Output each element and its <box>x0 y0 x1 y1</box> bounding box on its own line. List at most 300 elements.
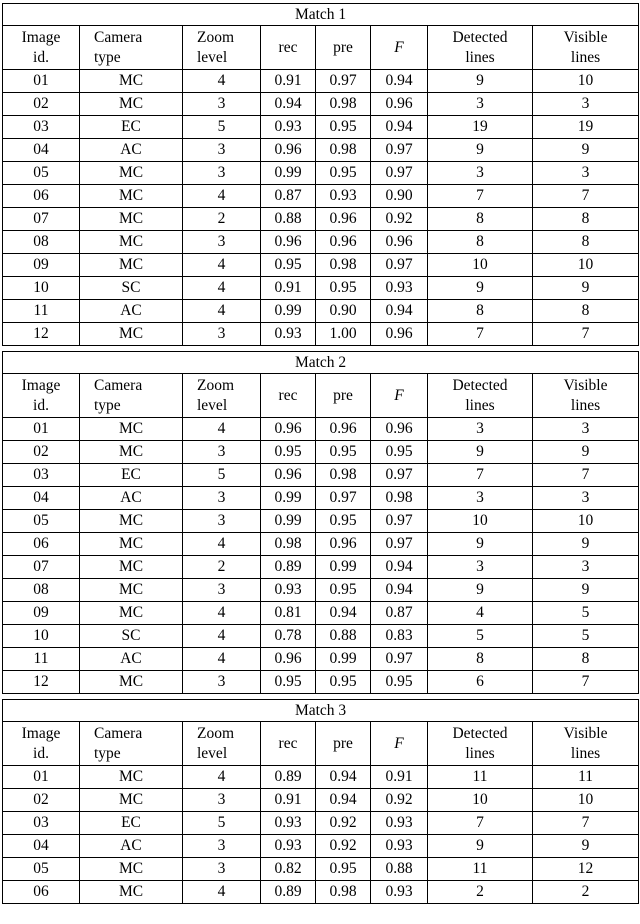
table-cell: 0.95 <box>316 510 371 533</box>
table-cell: 5 <box>533 625 639 648</box>
table-cell: MC <box>80 208 183 231</box>
table-cell: 3 <box>183 789 261 812</box>
table-cell: 8 <box>428 300 533 323</box>
table-cell: 0.90 <box>316 300 371 323</box>
table-cell: EC <box>80 464 183 487</box>
table-cell: 0.93 <box>371 835 428 858</box>
table-cell: MC <box>80 323 183 346</box>
column-header-line: Zoom <box>197 28 235 46</box>
table-cell: 0.96 <box>261 648 316 671</box>
table-cell: 10 <box>428 254 533 277</box>
table-row <box>3 162 639 185</box>
table-cell: 8 <box>428 648 533 671</box>
title-row <box>3 4 639 26</box>
column-header <box>183 26 261 70</box>
table-row <box>3 418 639 441</box>
table-row <box>3 231 639 254</box>
table-cell: 3 <box>183 487 261 510</box>
table-cell: 0.82 <box>261 858 316 881</box>
table-cell: 0.96 <box>316 208 371 231</box>
table-cell: 8 <box>428 231 533 254</box>
table-cell: 0.78 <box>261 625 316 648</box>
table-row <box>3 835 639 858</box>
table-cell: 0.88 <box>371 858 428 881</box>
column-header-line: Visible <box>563 376 608 394</box>
table-cell: 0.97 <box>371 464 428 487</box>
table-row <box>3 648 639 671</box>
table-cell: 12 <box>3 323 80 346</box>
table-cell: 11 <box>428 766 533 789</box>
table-cell: 0.87 <box>371 602 428 625</box>
table-cell: 3 <box>533 418 639 441</box>
table-cell: 5 <box>533 602 639 625</box>
table-cell: 10 <box>3 277 80 300</box>
table-cell: 0.88 <box>316 625 371 648</box>
table-cell: 0.96 <box>371 231 428 254</box>
column-header-line: Visible <box>563 724 608 742</box>
column-header-line: id. <box>33 744 49 762</box>
table-cell: 9 <box>428 441 533 464</box>
table-cell: 0.94 <box>371 116 428 139</box>
table-row <box>3 254 639 277</box>
table-cell: 10 <box>428 510 533 533</box>
column-header-line: type <box>94 48 121 66</box>
table-cell: 5 <box>183 812 261 835</box>
match-table-3 <box>2 699 639 904</box>
table-cell: 3 <box>183 231 261 254</box>
column-header-line: Camera <box>94 724 143 742</box>
column-header-line: level <box>197 744 228 762</box>
table-cell: 7 <box>533 464 639 487</box>
column-header <box>371 26 428 70</box>
table-cell: 9 <box>428 277 533 300</box>
column-header-line: Zoom <box>197 724 235 742</box>
table-cell: 9 <box>533 835 639 858</box>
column-header <box>533 374 639 418</box>
table-cell: 9 <box>428 533 533 556</box>
table-cell: 9 <box>533 139 639 162</box>
table-cell: 7 <box>428 464 533 487</box>
table-cell: 07 <box>3 208 80 231</box>
match-table-2 <box>2 351 639 694</box>
table-cell: 0.97 <box>371 510 428 533</box>
table-cell: 02 <box>3 93 80 116</box>
column-header-line: lines <box>570 48 601 66</box>
table-row <box>3 510 639 533</box>
table-cell: 10 <box>428 789 533 812</box>
column-header <box>80 374 183 418</box>
column-header-line: lines <box>570 744 601 762</box>
table-cell: 0.93 <box>371 812 428 835</box>
table-cell: 04 <box>3 487 80 510</box>
table-cell: 02 <box>3 789 80 812</box>
column-header-line: lines <box>570 396 601 414</box>
table-cell: 0.98 <box>316 881 371 904</box>
table-cell: 0.97 <box>316 487 371 510</box>
table-cell: 0.96 <box>316 533 371 556</box>
table-cell: 5 <box>183 464 261 487</box>
table-cell: 0.92 <box>371 208 428 231</box>
table-row <box>3 579 639 602</box>
table-cell: 0.89 <box>261 766 316 789</box>
table-cell: 4 <box>183 70 261 93</box>
table-cell: 0.88 <box>261 208 316 231</box>
column-header-line: F <box>394 734 404 752</box>
table-cell: MC <box>80 602 183 625</box>
table-row <box>3 487 639 510</box>
table-cell: 3 <box>533 487 639 510</box>
table-row <box>3 556 639 579</box>
table-cell: 5 <box>428 625 533 648</box>
table-cell: 4 <box>183 533 261 556</box>
table-cell: 0.98 <box>316 464 371 487</box>
column-header <box>371 374 428 418</box>
table-cell: 7 <box>533 323 639 346</box>
table-cell: 0.92 <box>316 812 371 835</box>
table-cell: 12 <box>3 671 80 694</box>
table-cell: 11 <box>3 648 80 671</box>
table-cell: 2 <box>183 556 261 579</box>
table-cell: 0.94 <box>316 766 371 789</box>
table-cell: 3 <box>183 323 261 346</box>
table-cell: 3 <box>533 556 639 579</box>
table-cell: 0.98 <box>371 487 428 510</box>
table-cell: 7 <box>428 812 533 835</box>
table-cell: 3 <box>183 162 261 185</box>
table-cell: 3 <box>183 579 261 602</box>
table-cell: 3 <box>428 556 533 579</box>
table-cell: MC <box>80 881 183 904</box>
column-header <box>428 26 533 70</box>
column-header <box>533 26 639 70</box>
table-cell: 0.94 <box>261 93 316 116</box>
table-cell: 0.96 <box>316 418 371 441</box>
table-row <box>3 300 639 323</box>
table-cell: 7 <box>428 185 533 208</box>
table-cell: 9 <box>533 579 639 602</box>
table-cell: 0.99 <box>316 648 371 671</box>
column-header-line: id. <box>33 396 49 414</box>
table-cell: 3 <box>428 93 533 116</box>
table-cell: AC <box>80 835 183 858</box>
table-cell: 0.98 <box>316 139 371 162</box>
table-row <box>3 602 639 625</box>
column-header <box>80 26 183 70</box>
table-cell: 0.97 <box>371 648 428 671</box>
column-header <box>261 722 316 766</box>
column-header-line: Detected <box>452 376 508 394</box>
table-cell: 8 <box>533 208 639 231</box>
table-cell: 0.98 <box>316 93 371 116</box>
table-cell: MC <box>80 789 183 812</box>
table-cell: 2 <box>428 881 533 904</box>
column-header <box>3 26 80 70</box>
table-cell: 0.95 <box>316 858 371 881</box>
column-header <box>261 374 316 418</box>
table-cell: 9 <box>533 533 639 556</box>
table-cell: 0.94 <box>371 70 428 93</box>
table-cell: 7 <box>533 812 639 835</box>
table-row <box>3 789 639 812</box>
column-header-line: Camera <box>94 28 143 46</box>
table-row <box>3 70 639 93</box>
table-cell: 4 <box>183 766 261 789</box>
table-cell: 05 <box>3 162 80 185</box>
table-cell: 08 <box>3 231 80 254</box>
table-cell: 0.81 <box>261 602 316 625</box>
table-cell: 2 <box>533 881 639 904</box>
table-cell: MC <box>80 858 183 881</box>
table-cell: 4 <box>183 277 261 300</box>
table-cell: 0.96 <box>371 418 428 441</box>
table-cell: 8 <box>533 300 639 323</box>
column-header-line: Visible <box>563 28 608 46</box>
table-cell: 8 <box>428 208 533 231</box>
table-cell: 8 <box>533 648 639 671</box>
table-cell: MC <box>80 231 183 254</box>
table-cell: 0.95 <box>316 671 371 694</box>
column-header-line: Image <box>21 28 61 46</box>
table-cell: 0.95 <box>316 277 371 300</box>
column-header-line: Detected <box>452 28 508 46</box>
column-header-line: Zoom <box>197 376 235 394</box>
column-header <box>316 374 371 418</box>
column-header-line: level <box>197 48 228 66</box>
table-cell: 5 <box>183 116 261 139</box>
table-cell: 3 <box>428 487 533 510</box>
column-header <box>533 722 639 766</box>
table-cell: 0.96 <box>371 93 428 116</box>
table-cell: 01 <box>3 70 80 93</box>
table-cell: 0.89 <box>261 556 316 579</box>
table-cell: MC <box>80 162 183 185</box>
table-cell: 3 <box>183 858 261 881</box>
header-row <box>3 26 639 70</box>
table-row <box>3 323 639 346</box>
table-cell: 10 <box>3 625 80 648</box>
table-cell: MC <box>80 70 183 93</box>
table-cell: 0.99 <box>261 300 316 323</box>
table-cell: 4 <box>183 300 261 323</box>
table-cell: 4 <box>183 602 261 625</box>
table-cell: AC <box>80 139 183 162</box>
table-cell: 3 <box>183 510 261 533</box>
table-cell: MC <box>80 671 183 694</box>
table-cell: 11 <box>3 300 80 323</box>
table-row <box>3 139 639 162</box>
table-cell: 0.90 <box>371 185 428 208</box>
table-cell: 0.93 <box>316 185 371 208</box>
match-table-1 <box>2 3 639 346</box>
table-cell: 7 <box>533 671 639 694</box>
table-title: Match 3 <box>3 700 639 722</box>
table-cell: 0.95 <box>316 116 371 139</box>
table-cell: 0.97 <box>371 533 428 556</box>
table-cell: 3 <box>183 139 261 162</box>
table-cell: 0.91 <box>261 789 316 812</box>
table-row <box>3 208 639 231</box>
table-cell: 3 <box>183 93 261 116</box>
table-cell: 3 <box>533 93 639 116</box>
table-cell: 3 <box>428 162 533 185</box>
column-header-line: pre <box>333 386 353 404</box>
title-row <box>3 700 639 722</box>
column-header-line: F <box>394 386 404 404</box>
column-header <box>183 722 261 766</box>
table-cell: MC <box>80 533 183 556</box>
table-cell: 3 <box>428 418 533 441</box>
table-cell: 0.98 <box>316 254 371 277</box>
table-row <box>3 116 639 139</box>
table-cell: MC <box>80 418 183 441</box>
table-cell: 0.99 <box>261 487 316 510</box>
table-cell: 8 <box>533 231 639 254</box>
table-cell: 0.93 <box>371 277 428 300</box>
table-cell: 0.95 <box>261 254 316 277</box>
column-header-line: level <box>197 396 228 414</box>
table-cell: 0.98 <box>261 533 316 556</box>
table-cell: 0.93 <box>261 323 316 346</box>
table-cell: 4 <box>183 254 261 277</box>
column-header <box>183 374 261 418</box>
table-cell: 3 <box>183 671 261 694</box>
table-cell: 7 <box>533 185 639 208</box>
table-cell: 10 <box>533 70 639 93</box>
table-title: Match 2 <box>3 352 639 374</box>
table-cell: 2 <box>183 208 261 231</box>
table-cell: 10 <box>533 254 639 277</box>
table-cell: 0.95 <box>261 671 316 694</box>
table-cell: 4 <box>183 185 261 208</box>
table-row <box>3 766 639 789</box>
table-cell: 0.95 <box>316 162 371 185</box>
table-row <box>3 93 639 116</box>
table-cell: 4 <box>428 602 533 625</box>
column-header-line: Detected <box>452 724 508 742</box>
table-cell: 9 <box>428 70 533 93</box>
table-cell: 0.95 <box>371 441 428 464</box>
column-header <box>80 722 183 766</box>
tables-container <box>2 3 638 904</box>
table-cell: 04 <box>3 835 80 858</box>
table-cell: 0.93 <box>371 881 428 904</box>
table-cell: 0.95 <box>261 441 316 464</box>
column-header <box>261 26 316 70</box>
table-cell: 04 <box>3 139 80 162</box>
table-cell: 0.91 <box>261 70 316 93</box>
table-cell: 4 <box>183 625 261 648</box>
table-cell: 0.96 <box>261 139 316 162</box>
table-cell: MC <box>80 254 183 277</box>
table-title: Match 1 <box>3 4 639 26</box>
column-header <box>428 722 533 766</box>
table-cell: 0.92 <box>316 835 371 858</box>
column-header-line: rec <box>278 38 298 56</box>
table-cell: MC <box>80 579 183 602</box>
table-cell: EC <box>80 812 183 835</box>
table-cell: 0.95 <box>371 671 428 694</box>
table-cell: 08 <box>3 579 80 602</box>
table-cell: 19 <box>533 116 639 139</box>
table-cell: 02 <box>3 441 80 464</box>
column-header-line: pre <box>333 734 353 752</box>
table-cell: SC <box>80 277 183 300</box>
table-row <box>3 881 639 904</box>
column-header-line: type <box>94 744 121 762</box>
table-cell: 9 <box>533 277 639 300</box>
table-cell: 4 <box>183 418 261 441</box>
column-header <box>3 374 80 418</box>
column-header <box>371 722 428 766</box>
table-cell: 06 <box>3 185 80 208</box>
table-cell: 0.94 <box>371 579 428 602</box>
table-row <box>3 533 639 556</box>
table-cell: 0.96 <box>261 231 316 254</box>
table-cell: MC <box>80 556 183 579</box>
column-header-line: Image <box>21 376 61 394</box>
header-row <box>3 722 639 766</box>
table-cell: MC <box>80 441 183 464</box>
table-cell: 0.96 <box>371 323 428 346</box>
table-cell: MC <box>80 766 183 789</box>
column-header-line: Image <box>21 724 61 742</box>
table-cell: 06 <box>3 881 80 904</box>
table-cell: MC <box>80 93 183 116</box>
table-cell: 0.95 <box>316 579 371 602</box>
column-header-line: Camera <box>94 376 143 394</box>
table-cell: 9 <box>428 139 533 162</box>
table-cell: AC <box>80 300 183 323</box>
table-cell: 19 <box>428 116 533 139</box>
column-header <box>3 722 80 766</box>
table-cell: 9 <box>428 835 533 858</box>
table-cell: 4 <box>183 648 261 671</box>
table-cell: 6 <box>428 671 533 694</box>
table-cell: 0.96 <box>261 464 316 487</box>
column-header-line: rec <box>278 734 298 752</box>
table-cell: 3 <box>533 162 639 185</box>
table-cell: 0.91 <box>261 277 316 300</box>
table-cell: 0.94 <box>371 300 428 323</box>
column-header <box>316 722 371 766</box>
table-cell: 03 <box>3 812 80 835</box>
table-cell: 0.99 <box>261 510 316 533</box>
table-cell: 03 <box>3 464 80 487</box>
table-row <box>3 185 639 208</box>
column-header-line: lines <box>465 396 495 414</box>
table-cell: 05 <box>3 510 80 533</box>
header-row <box>3 374 639 418</box>
table-cell: 0.96 <box>316 231 371 254</box>
column-header-line: id. <box>33 48 49 66</box>
table-cell: 0.97 <box>371 139 428 162</box>
table-cell: 01 <box>3 766 80 789</box>
table-row <box>3 671 639 694</box>
table-cell: 0.99 <box>316 556 371 579</box>
table-cell: 03 <box>3 116 80 139</box>
table-cell: 0.92 <box>371 789 428 812</box>
table-cell: 0.91 <box>371 766 428 789</box>
table-cell: 0.93 <box>261 579 316 602</box>
table-cell: 9 <box>428 579 533 602</box>
table-cell: 0.83 <box>371 625 428 648</box>
table-cell: EC <box>80 116 183 139</box>
table-cell: 7 <box>428 323 533 346</box>
table-cell: 11 <box>428 858 533 881</box>
table-cell: 0.96 <box>261 418 316 441</box>
table-cell: 0.89 <box>261 881 316 904</box>
table-cell: 09 <box>3 602 80 625</box>
